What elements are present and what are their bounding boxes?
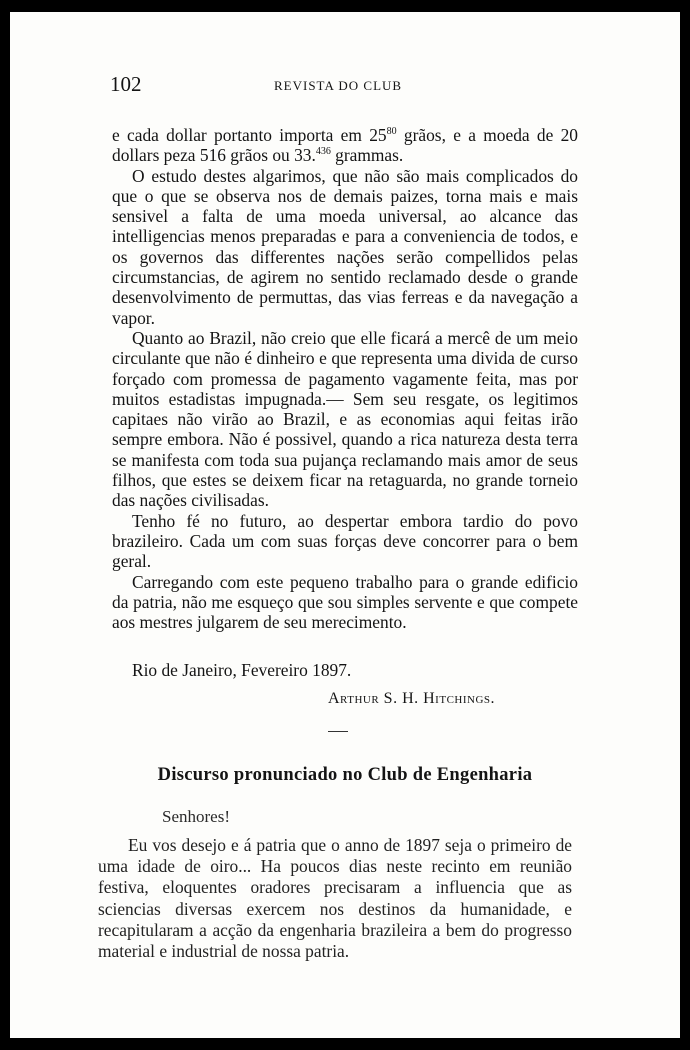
author-signature: Arthur S. H. Hitchings. <box>328 690 496 707</box>
section-divider <box>328 731 348 732</box>
place-date: Rio de Janeiro, Fevereiro 1897. <box>132 660 352 680</box>
superscript: 436 <box>315 146 331 158</box>
paragraph-continuation: e cada dollar portanto importa em $25^{80}$ grãos, e a moeda de 20 dollars peza 516 grãos ou 33.$^{436}$ grammas. <box>112 125 579 166</box>
paragraph: Carregando com este pequeno trabalho para o grande edificio da patria, não me esqueço que sou simples servente e que compete aos mestres julgarem de seu merecimento. <box>112 571 578 633</box>
running-head: REVISTA DO CLUB <box>274 78 403 93</box>
document-page <box>10 12 680 1038</box>
salutation: Senhores! <box>162 807 230 826</box>
paragraph: O estudo destes algarimos, que não são mais complicados do que o que se observa nos de demais paizes, torna mais e mais sensivel a falta de uma moeda universal, ao alcance das intelligencias menos preparadas e para a conveniencia de todos, e os governos das differentes nações serão compellidos pelas circumstancias, de agirem no sentido reclamado desde o grande desenvolvimento de permuttas, das vias ferreas e da navegação a vapor. <box>112 165 578 328</box>
page-header <box>110 72 590 102</box>
superscript: 80 <box>386 126 397 138</box>
paragraph: Quanto ao Brazil, não creio que elle ficará a mercê de um meio circulante que não é dinheiro e que representa uma divida de curso forçado com promessa de pagamento vagamente feita, mas por muitos estadistas impugnada.— Sem seu resgate, os legitimos capitaes não virão ao Brazil, e as economias aqui feitas irão sempre embora. Não é possivel, quando a rica natureza desta terra se manifesta com toda sua pujança reclamando mais amor de seus filhos, que estes se deixem ficar na retaguarda, no grande torneio das nações civilisadas. <box>112 327 578 511</box>
page-number: 102 <box>110 72 142 96</box>
paragraph: Tenho fé no futuro, ao despertar embora tardio do povo brazileiro. Cada um com suas forças deve concorrer para o bem geral. <box>112 510 578 572</box>
speech-body <box>98 835 572 962</box>
paragraph: Eu vos desejo e á patria que o anno de 1897 seja o primeiro de uma idade de oiro... Ha poucos dias neste recinto em reunião festiva, eloquentes oradores precisaram a influencia que as sciencias diversas exercem nos destinos da humanidade, e recapitularam a acção da engenharia brazileira a bem do progresso material e industrial de nossa patria. <box>98 835 572 962</box>
section-title: Discurso pronunciado no Club de Engenharia <box>157 765 533 785</box>
article-body <box>112 125 578 632</box>
